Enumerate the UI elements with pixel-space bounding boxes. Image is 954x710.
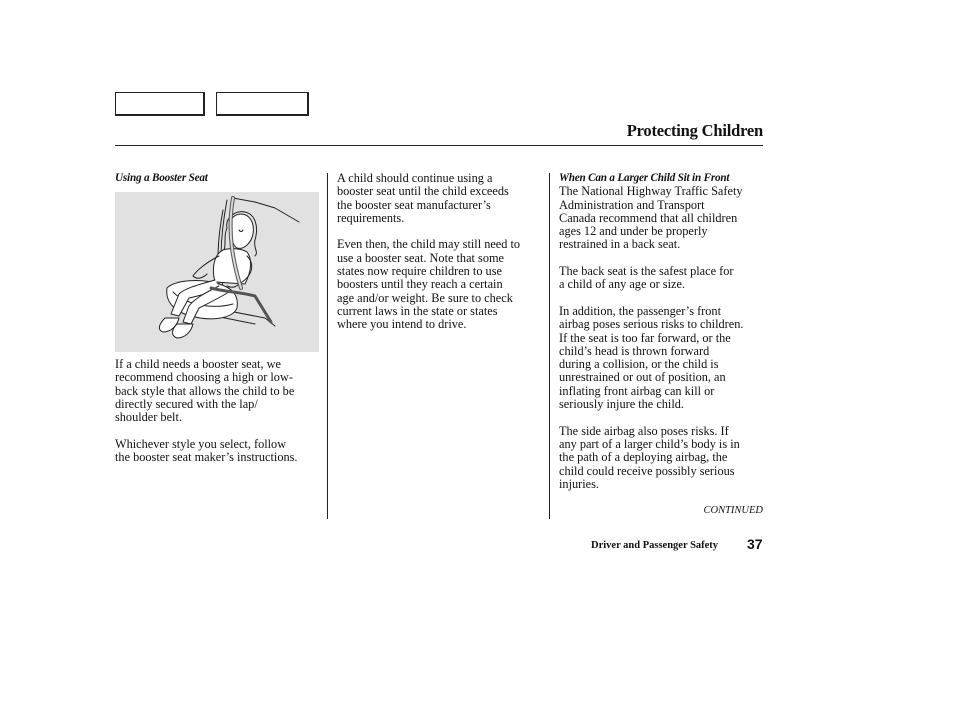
column-middle xyxy=(337,172,545,345)
paragraph: Even then, the child may still need to use a booster seat. Note that some states now require children to use boosters until they reach a certain age and/or weight. Be sure to check current laws in the state or states where you intend to drive. xyxy=(337,237,521,332)
continued-label: CONTINUED xyxy=(703,505,763,516)
column-right xyxy=(559,172,769,504)
paragraph: Whichever style you select, follow the booster seat maker’s instructions. xyxy=(115,436,298,465)
header-rule xyxy=(115,145,763,146)
subhead-booster-seat: Using a Booster Seat xyxy=(115,172,208,184)
blank-tab-left xyxy=(115,92,205,116)
page-title: Protecting Children xyxy=(626,121,763,140)
paragraph: A child should continue using a booster seat until the child exceeds the booster seat manufacturer’s requirements. xyxy=(337,171,509,225)
footer-section-title: Driver and Passenger Safety xyxy=(591,540,719,551)
subhead-larger-child-front: When Can a Larger Child Sit in Front xyxy=(559,172,730,184)
column-divider-1 xyxy=(327,173,328,519)
paragraph: The National Highway Traffic Safety Administration and Transport Canada recommend that all children ages 12 and under be properly restrained in a back seat. xyxy=(559,184,743,252)
page-number: 37 xyxy=(747,536,763,552)
column-divider-2 xyxy=(549,173,550,519)
paragraph: In addition, the passenger’s front airbag poses serious risks to children. If the seat is too far forward, or the child’s head is thrown forward during a collision, or the child is unrestrained or out of position, an inflating front airbag can kill or seriously injure the child. xyxy=(559,303,744,412)
blank-tab-right xyxy=(216,92,309,116)
paragraph: If a child needs a booster seat, we recommend choosing a high or low- back style that allows the child to be directly secured with the lap/ shoulder belt. xyxy=(115,357,295,425)
column-left xyxy=(115,172,325,185)
paragraph: The back seat is the safest place for a child of any age or size. xyxy=(559,264,734,292)
booster-seat-illustration xyxy=(115,192,319,352)
column-left-body xyxy=(115,358,327,478)
paragraph: The side airbag also poses risks. If any part of a larger child’s body is in the path of a deploying airbag, the child could receive possibly serious injuries. xyxy=(559,423,740,491)
